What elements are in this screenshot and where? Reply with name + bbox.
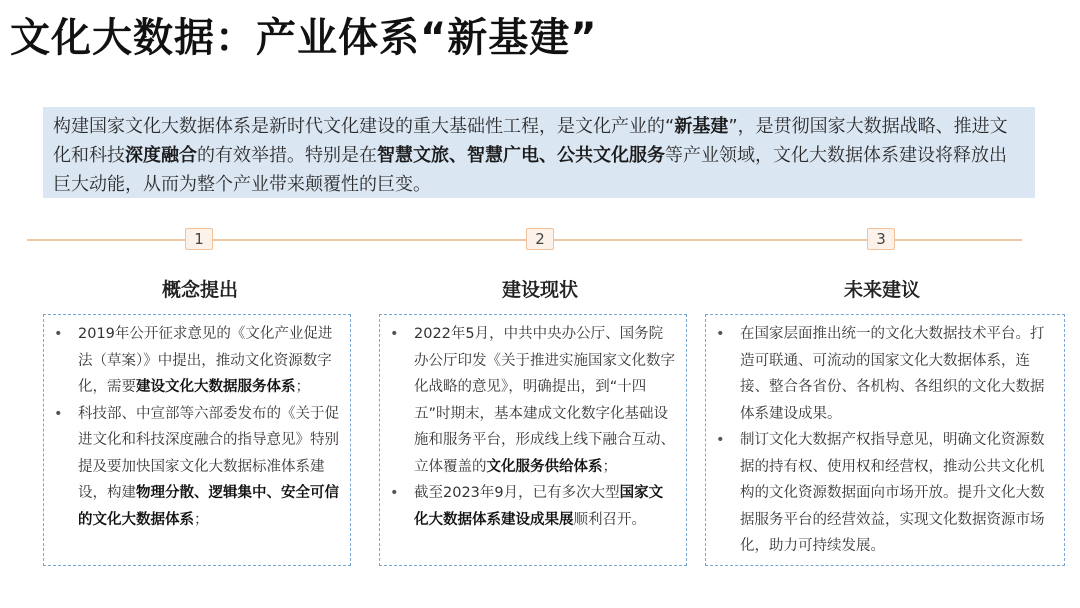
column-title-concept: 概念提出 <box>161 279 238 301</box>
item-text: 2019年公开征求意见的《文化产业促进法（草案）》中提出，推动文化资源数字化，需要 <box>78 326 333 395</box>
list-item <box>714 427 1054 560</box>
list-item <box>52 321 340 401</box>
item-text: ； <box>194 511 209 528</box>
timeline-marker-3: 3 <box>867 228 895 250</box>
column-title-status: 建设现状 <box>501 279 578 301</box>
intro-highlight: 新基建 <box>674 116 729 137</box>
item-text: 在国家层面推出统一的文化大数据技术平台。打造可联通、可流动的国家文化大数据体系，连接、整合各省份、各机构、各组织的文化大数据体系建设成果。 <box>740 326 1045 422</box>
list-item <box>714 321 1054 427</box>
card-concept <box>43 314 351 566</box>
item-text: ； <box>602 458 617 475</box>
intro-text: ”，是贯彻国家大数据战略、推进文化和科技 <box>53 116 1008 166</box>
intro-text: 的有效举措。特别是在 <box>197 145 377 166</box>
column-title-suggestion: 未来建议 <box>843 279 920 301</box>
card-suggestion <box>705 314 1065 566</box>
item-text: 制订文化大数据产权指导意见，明确文化资源数据的持有权、使用权和经营权，推动公共文化机构的文化资源数据面向市场开放。提升文化大数据服务平台的经营效益，实现文化数据资源市场化，助力可持续发展。 <box>740 432 1045 554</box>
card-status <box>379 314 687 566</box>
item-highlight: 文化服务供给体系 <box>486 458 603 475</box>
intro-highlight: 智慧文旅、智慧广电、公共文化服务 <box>377 145 665 166</box>
list-item <box>388 321 676 480</box>
item-text: 科技部、中宣部等六部委发布的《关于促进文化和科技深度融合的指导意见》特别提及要加快国家文化大数据标准体系建设，构建 <box>78 405 339 501</box>
item-text: 截至2023年9月，已有多次大型 <box>414 485 620 501</box>
intro-panel <box>43 107 1035 198</box>
item-highlight: 物理分散、逻辑集中、安全可信的文化大数据体系 <box>78 485 339 528</box>
intro-highlight: 深度融合 <box>125 145 197 166</box>
timeline-marker-1: 1 <box>185 228 213 250</box>
item-text: 2022年5月，中共中央办公厅、国务院办公厅印发《关于推进实施国家文化数字化战略的意见》，明确提出，到“十四五”时期末，基本建成文化数字化基础设施和服务平台，形成线上线下融合互动、立体覆盖的 <box>414 326 675 475</box>
list-item <box>52 401 340 534</box>
item-text: ； <box>295 379 310 395</box>
intro-text: 等产业领域，文化大数据体系建设将释放出巨大动能，从而为整个产业带来颠覆性的巨变。 <box>53 145 1007 195</box>
page-title: 文化大数据：产业体系“新基建” <box>10 15 598 61</box>
item-highlight: 建设文化大数据服务体系 <box>136 379 296 395</box>
list-item <box>388 480 676 533</box>
item-text: 顺利召开。 <box>573 511 646 528</box>
intro-text: 构建国家文化大数据体系是新时代文化建设的重大基础性工程，是文化产业的“ <box>53 116 675 137</box>
item-highlight: 国家文化大数据体系建设成果展 <box>414 485 664 528</box>
timeline-marker-2: 2 <box>526 228 554 250</box>
